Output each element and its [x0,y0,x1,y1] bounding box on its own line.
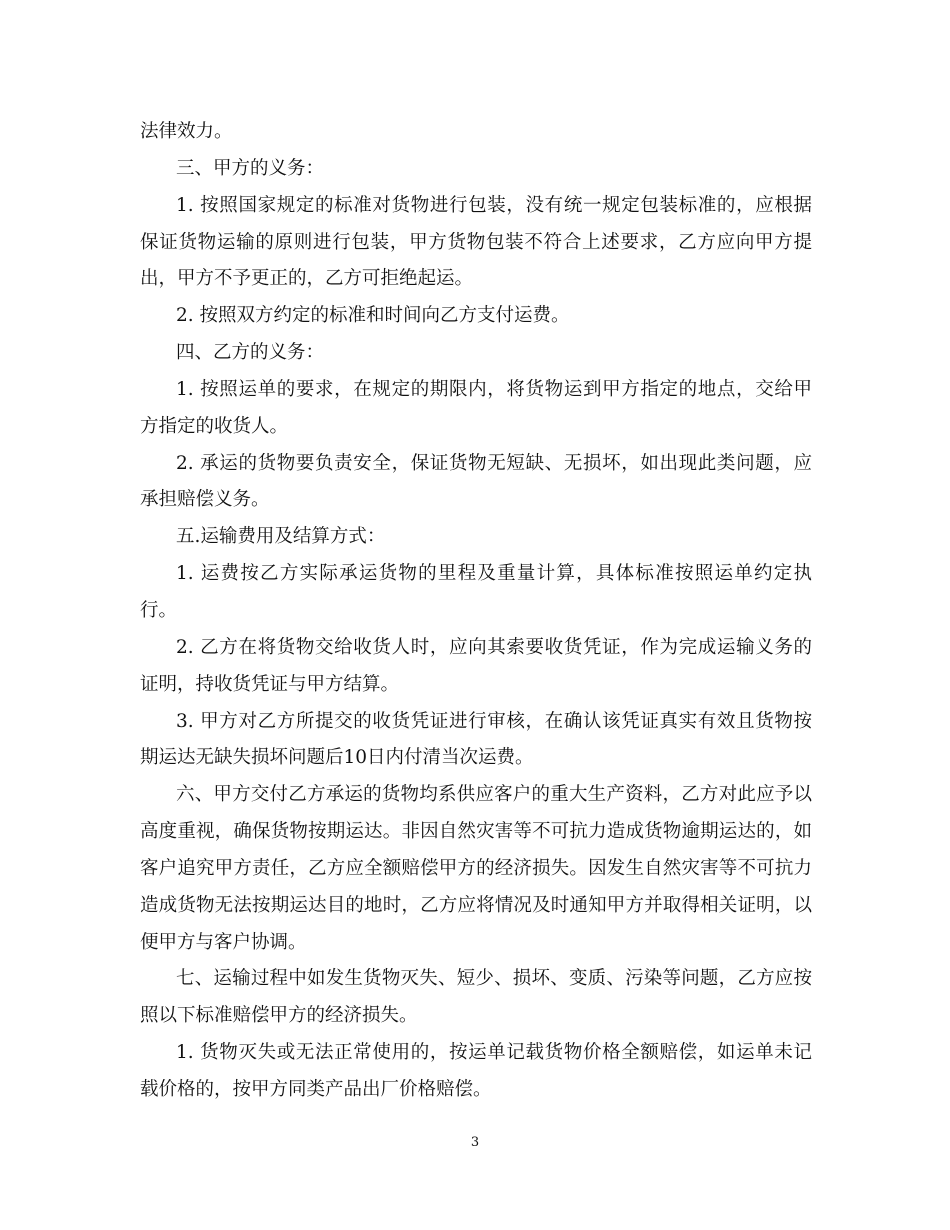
text-line: 七、运输过程中如发生货物灭失、短少、损坏、变质、污染等问题，乙方应按 [176,968,812,990]
text-line: 六、甲方交付乙方承运的货物均系供应客户的重大生产资料，乙方对此应予以 [176,784,812,806]
text-line: 1. 按照国家规定的标准对货物进行包装，没有统一规定包装标准的，应根据 [176,194,812,216]
text-line: 出，甲方不予更正的，乙方可拒绝起运。 [140,268,474,290]
text-line: 保证货物运输的原则进行包装，甲方货物包装不符合上述要求，乙方应向甲方提 [140,231,812,253]
text-line: 造成货物无法按期运达目的地时，乙方应将情况及时通知甲方并取得相关证明，以 [140,894,812,916]
section-heading: 三、甲方的义务： [176,157,325,179]
text-line: 便甲方与客户协调。 [140,931,307,953]
section-heading: 五.运输费用及结算方式： [176,526,386,548]
text-line: 期运达无缺失损坏问题后10日内付清当次运费。 [140,747,534,769]
text-line: 1. 货物灭失或无法正常使用的，按运单记载货物价格全额赔偿，如运单未记 [176,1042,812,1064]
text-line: 方指定的收货人。 [140,415,289,437]
text-line: 法律效力。 [140,121,233,142]
text-line: 1. 按照运单的要求，在规定的期限内，将货物运到甲方指定的地点，交给甲 [176,378,812,400]
text-line: 2. 承运的货物要负责安全，保证货物无短缺、无损坏，如出现此类问题，应 [176,452,812,474]
text-line: 2. 乙方在将货物交给收货人时，应向其索要收货凭证，作为完成运输义务的 [176,636,812,658]
text-line: 承担赔偿义务。 [140,489,270,511]
text-line: 3. 甲方对乙方所提交的收货凭证进行审核，在确认该凭证真实有效且货物按 [176,710,812,732]
text-line: 2. 按照双方约定的标准和时间向乙方支付运费。 [176,305,570,327]
text-line: 载价格的，按甲方同类产品出厂价格赔偿。 [140,1078,492,1100]
text-line: 照以下标准赔偿甲方的经济损失。 [140,1005,418,1027]
text-line: 高度重视，确保货物按期运达。非因自然灾害等不可抗力造成货物逾期运达的，如 [140,821,812,843]
page-number: 3 [470,1135,480,1150]
text-line: 客户追究甲方责任，乙方应全额赔偿甲方的经济损失。因发生自然灾害等不可抗力 [140,857,812,879]
contract-body [140,114,812,1109]
section-heading: 四、乙方的义务： [176,342,325,364]
text-line: 1. 运费按乙方实际承运货物的里程及重量计算，具体标准按照运单约定执 [176,563,812,585]
text-line: 证明，持收货凭证与甲方结算。 [140,673,400,695]
text-line: 行。 [140,599,178,621]
